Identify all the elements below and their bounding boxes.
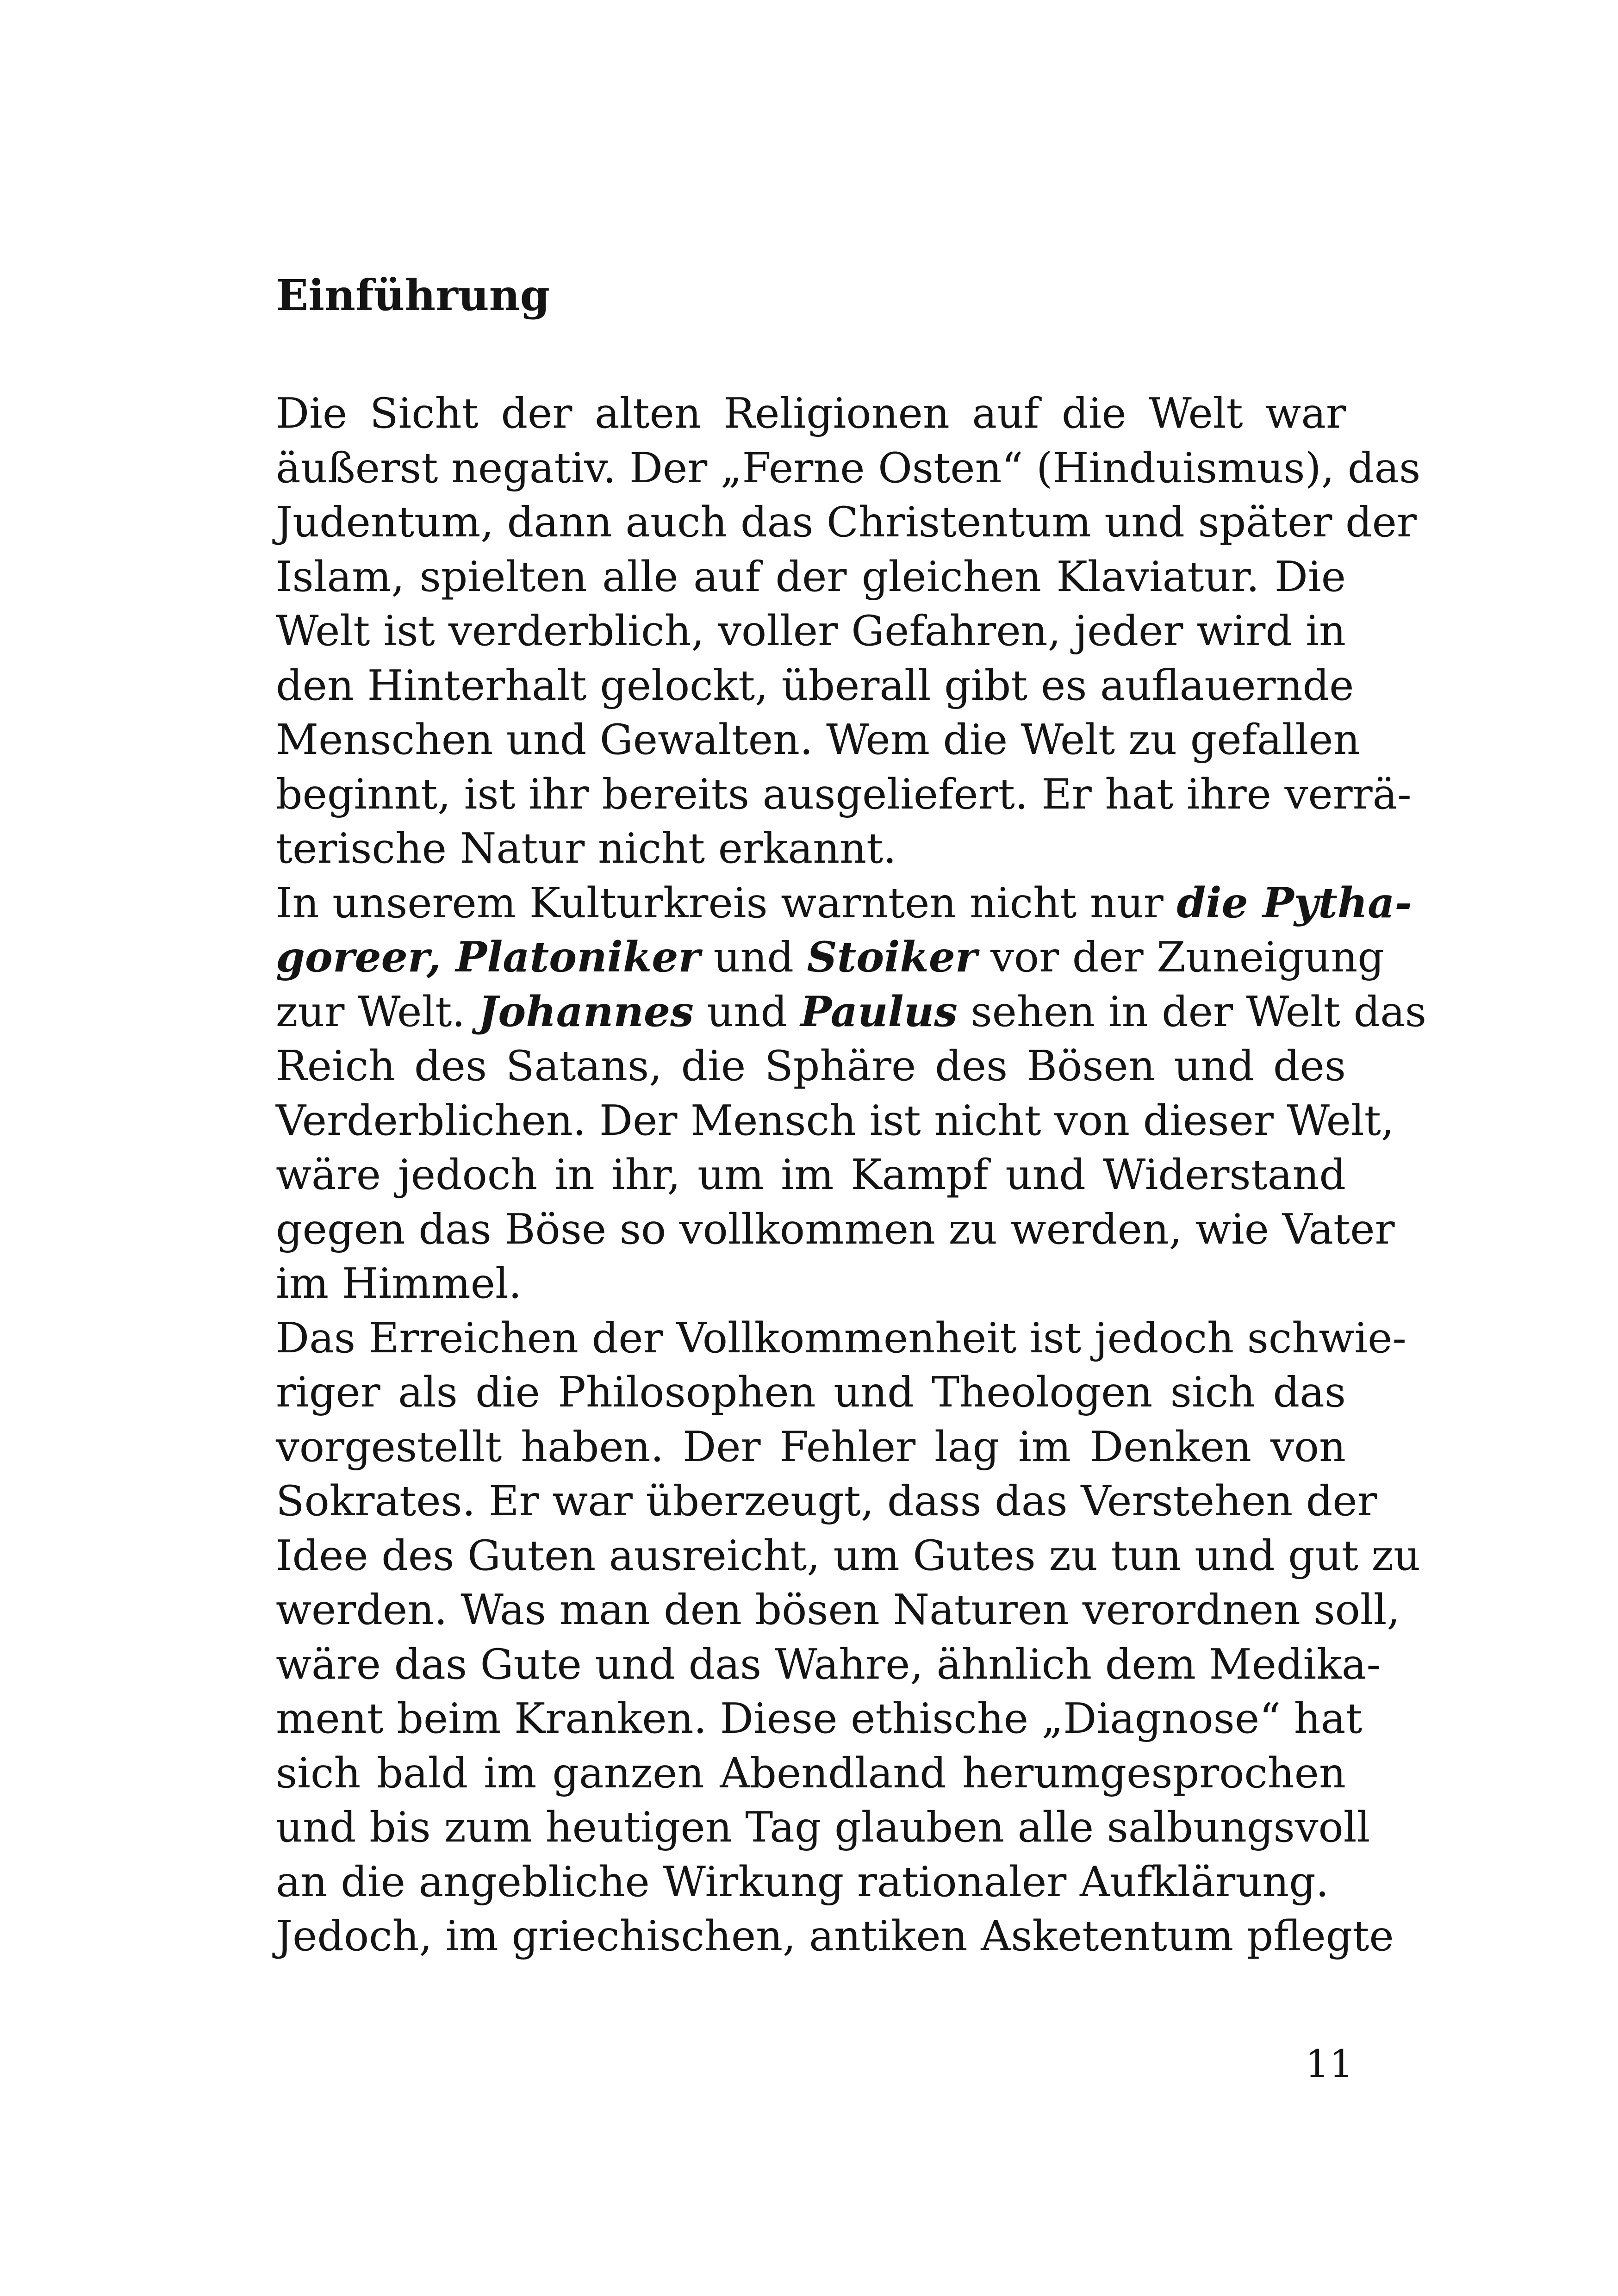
text-line	[276, 1202, 1395, 1257]
text-line	[276, 1746, 1346, 1801]
emphasized-name: Stoiker	[807, 933, 977, 982]
text-line	[276, 604, 1346, 659]
text-line	[276, 550, 1346, 604]
text-segment: sehen in der Welt das	[957, 987, 1427, 1036]
text-segment: Sokrates. Er war überzeugt, dass das Verstehen der	[276, 1477, 1377, 1525]
text-line	[276, 876, 1412, 931]
text-line	[276, 1583, 1400, 1637]
text-segment: wäre jedoch in ihr, um im Kampf und Widerstand	[276, 1151, 1346, 1199]
text-line	[276, 1474, 1377, 1529]
text-segment: vor der Zuneigung	[977, 933, 1384, 982]
page-number: 11	[1305, 2042, 1354, 2086]
text-segment: Islam, spielten alle auf der gleichen Klaviatur. Die	[276, 552, 1346, 601]
text-segment: beginnt, ist ihr bereits ausgeliefert. Er hat ihre verrä-	[276, 770, 1412, 819]
text-line	[276, 1529, 1421, 1583]
text-line	[276, 1039, 1346, 1094]
text-line	[276, 713, 1360, 767]
chapter-heading: Einführung	[276, 270, 550, 320]
text-segment: Idee des Guten ausreicht, um Gutes zu tun und gut zu	[276, 1531, 1421, 1580]
text-segment: zur Welt.	[276, 987, 479, 1036]
text-line	[276, 1420, 1346, 1475]
text-line	[276, 1637, 1381, 1692]
text-segment: Welt ist verderblich, voller Gefahren, jeder wird in	[276, 607, 1346, 655]
text-segment: vorgestellt haben. Der Fehler lag im Denken von	[276, 1422, 1346, 1471]
text-segment: an die angebliche Wirkung rationaler Aufklärung.	[276, 1857, 1329, 1906]
emphasized-name: Johannes	[478, 987, 694, 1036]
text-line	[276, 1311, 1406, 1366]
text-segment: Reich des Satans, die Sphäre des Bösen und des	[276, 1042, 1346, 1090]
text-line	[276, 1257, 1346, 1311]
text-line	[276, 930, 1384, 985]
text-line	[276, 495, 1417, 550]
emphasized-name: die Pytha-	[1176, 878, 1412, 927]
text-line	[276, 1148, 1346, 1202]
text-segment: gegen das Böse so vollkommen zu werden, wie Vater	[276, 1205, 1395, 1254]
text-line	[276, 1365, 1346, 1420]
text-segment: In unserem Kulturkreis warnten nicht nur	[276, 878, 1177, 927]
text-segment: im Himmel.	[276, 1259, 522, 1308]
text-segment: riger als die Philosophen und Theologen sich das	[276, 1368, 1346, 1417]
text-segment: und	[693, 987, 801, 1036]
text-segment: Menschen und Gewalten. Wem die Welt zu gefallen	[276, 716, 1360, 764]
text-line	[276, 1800, 1370, 1855]
text-segment: werden. Was man den bösen Naturen verordnen soll,	[276, 1586, 1400, 1634]
text-segment: sich bald im ganzen Abendland herumgesprochen	[276, 1748, 1346, 1798]
text-line	[276, 1909, 1394, 1964]
text-segment: Judentum, dann auch das Christentum und später der	[276, 498, 1417, 547]
body-text	[276, 386, 1427, 1964]
text-line	[276, 1855, 1346, 1910]
text-line	[276, 659, 1354, 713]
text-segment: und	[700, 933, 807, 982]
text-segment: Das Erreichen der Vollkommenheit ist jedoch schwie-	[276, 1313, 1406, 1363]
emphasized-name: goreer, Platoniker	[276, 933, 700, 982]
text-line	[276, 821, 1346, 876]
text-line	[276, 386, 1346, 441]
text-segment: Verderblichen. Der Mensch ist nicht von dieser Welt,	[276, 1096, 1394, 1145]
text-line	[276, 441, 1421, 496]
text-segment: Die Sicht der alten Religionen auf die Welt war	[276, 389, 1346, 438]
text-line	[276, 985, 1427, 1039]
text-segment: terische Natur nicht erkannt.	[276, 824, 896, 873]
text-line	[276, 767, 1412, 822]
emphasized-name: Paulus	[800, 987, 958, 1036]
text-line	[276, 1692, 1363, 1746]
text-segment: ment beim Kranken. Diese ethische „Diagnose“ hat	[276, 1694, 1363, 1743]
text-segment: äußerst negativ. Der „Ferne Osten“ (Hinduismus), das	[276, 443, 1421, 492]
text-segment: und bis zum heutigen Tag glauben alle salbungsvoll	[276, 1803, 1370, 1852]
text-line	[276, 1094, 1394, 1148]
text-segment: den Hinterhalt gelockt, überall gibt es auflauernde	[276, 661, 1354, 710]
text-segment: Jedoch, im griechischen, antiken Asketentum pflegte	[276, 1912, 1394, 1960]
text-segment: wäre das Gute und das Wahre, ähnlich dem Medika-	[276, 1640, 1381, 1689]
